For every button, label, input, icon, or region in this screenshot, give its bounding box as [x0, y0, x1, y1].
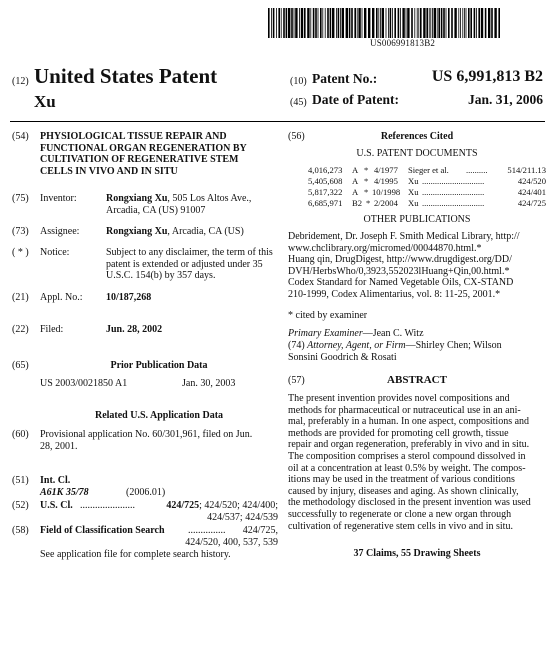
- code-22: (22): [12, 324, 29, 335]
- abstract-line: caused by injury, diseases and aging. As shown clinically,: [288, 485, 519, 497]
- ref-name: Xu: [408, 198, 419, 208]
- barcode-bar: [414, 8, 415, 38]
- barcode-bar: [364, 8, 366, 38]
- abstract-text: [288, 393, 545, 532]
- code-65: (65): [12, 360, 29, 371]
- us-patent-docs-heading: U.S. PATENT DOCUMENTS: [356, 148, 478, 159]
- related-data-heading: Related U.S. Application Data: [94, 410, 224, 421]
- code-45: (45): [290, 97, 307, 108]
- barcode-bar: [386, 8, 387, 38]
- notice-line: U.S.C. 154(b) by 357 days.: [106, 270, 216, 282]
- barcode-bar: [394, 8, 396, 38]
- inventor-name: Rongxiang Xu: [106, 193, 168, 204]
- ref-dots: .............................: [422, 176, 485, 186]
- barcode-bar: [318, 8, 319, 38]
- barcode-bar: [351, 8, 353, 38]
- barcode-bar: [357, 8, 358, 38]
- us-cl-secondary: ; 424/520; 424/400;: [199, 500, 278, 511]
- barcode-bar: [283, 8, 285, 38]
- abstract-line: methods are provided for promoting cell growth, tissue: [288, 427, 509, 439]
- barcode-bar: [485, 8, 487, 38]
- abstract-line: mal, preferably in a human. In one aspect, compositions and: [288, 416, 530, 428]
- abstract-line: cultivation of regenerative stem cells in vivo and in situ.: [288, 520, 513, 532]
- invention-title: [40, 131, 247, 177]
- prior-publication-number: US 2003/0021850 A1: [40, 378, 128, 389]
- barcode-bar: [304, 8, 306, 38]
- us-cl-values: [166, 500, 278, 512]
- cited-by-examiner: * cited by examiner: [288, 310, 368, 321]
- assignee-location: , Arcadia, CA (US): [167, 226, 244, 237]
- prior-publication-heading: Prior Publication Data: [110, 360, 208, 371]
- barcode-bar: [358, 8, 360, 38]
- barcode-bar: [426, 8, 428, 38]
- us-cl-dots: ......................: [80, 500, 135, 511]
- filed-date: Jun. 28, 2002: [106, 324, 163, 335]
- barcode-bar: [462, 8, 463, 38]
- barcode-bar: [478, 8, 480, 38]
- patent-type-title: United States Patent: [34, 64, 218, 88]
- barcode-bar: [342, 8, 344, 38]
- inventor-surname: Xu: [34, 92, 56, 111]
- filed-label: Filed:: [40, 324, 64, 335]
- ref-name: Sieger et al.: [408, 165, 449, 175]
- provisional-line: 28, 2001.: [40, 440, 78, 452]
- barcode-bar: [481, 8, 483, 38]
- date-of-patent: Jan. 31, 2006: [467, 92, 543, 107]
- field-search-value: 424/725,: [242, 525, 278, 536]
- barcode-bar: [354, 8, 356, 38]
- field-search-note: See application file for complete search history.: [40, 549, 231, 560]
- ref-star: *: [364, 176, 369, 186]
- code-notice: ( * ): [12, 247, 29, 258]
- ref-star: *: [364, 165, 369, 175]
- barcode-bar: [313, 8, 315, 38]
- barcode-bar: [466, 8, 467, 38]
- ref-class: 424/401: [517, 187, 546, 197]
- barcode-bar: [325, 8, 326, 38]
- barcode-bar: [400, 8, 401, 38]
- barcode-bar: [402, 8, 404, 38]
- barcode-bar: [423, 8, 425, 38]
- field-search-label: Field of Classification Search: [40, 525, 165, 536]
- barcode-bar: [448, 8, 450, 38]
- attorney-label: Attorney, Agent, or Firm: [307, 340, 406, 351]
- barcode-bar: [281, 8, 282, 38]
- publication-line: www.chclibrary.org/micromed/00044870.html.*: [288, 242, 482, 254]
- ref-date: 10/1998: [372, 187, 401, 197]
- abstract-heading: ABSTRACT: [387, 374, 447, 386]
- barcode-bar: [330, 8, 332, 38]
- assignee-details: [106, 226, 244, 238]
- barcode-bar: [451, 8, 453, 38]
- attorney-names: —Shirley Chen; Wilson: [405, 340, 502, 351]
- ref-class: 424/520: [517, 176, 546, 186]
- code-56: (56): [288, 131, 305, 142]
- ref-date: 2/2004: [374, 198, 398, 208]
- barcode-bar: [338, 8, 340, 38]
- barcode-bar: [454, 8, 456, 38]
- code-58: (58): [12, 525, 29, 536]
- barcode-bar: [291, 8, 293, 38]
- us-cl-label: U.S. Cl.: [40, 500, 73, 511]
- abstract-line: oil at a concentration at least 0.5% by weight. The compos-: [288, 462, 526, 474]
- field-search-line2: 424/520, 400, 537, 539: [185, 537, 278, 548]
- ref-date: 4/1995: [374, 176, 398, 186]
- code-74: (74): [288, 340, 305, 351]
- patent-reference-list: [308, 165, 546, 209]
- code-73: (73): [12, 226, 29, 237]
- us-cl-primary: 424/725: [166, 500, 200, 511]
- barcode-bar: [295, 8, 297, 38]
- ref-star: *: [366, 198, 371, 208]
- barcode-bar: [498, 8, 500, 38]
- appl-no: 10/187,268: [106, 292, 152, 303]
- notice-line: patent is extended or adjusted under 35: [106, 258, 263, 270]
- code-52: (52): [12, 500, 29, 511]
- patent-reference-row: [308, 187, 546, 198]
- notice-line: Subject to any disclaimer, the term of this: [106, 247, 273, 258]
- barcode-bar: [476, 8, 477, 38]
- header-rule: [10, 121, 545, 122]
- ref-dots: ..........: [466, 165, 488, 175]
- patent-reference-row: [308, 176, 546, 187]
- abstract-line: itions may be used in the treatment of various conditions: [288, 474, 515, 486]
- barcode-bar: [437, 8, 438, 38]
- publication-line: DVH/HerbsWho/0,3923,552023lHuang+Qin,00.html.*: [288, 265, 510, 277]
- inventor-details: [106, 193, 251, 216]
- patent-number: US 6,991,813 B2: [431, 68, 543, 85]
- title-line: CULTIVATION OF REGENERATIVE STEM: [40, 154, 239, 166]
- code-10: (10): [290, 76, 307, 87]
- ref-class: 514/211.13: [507, 165, 546, 175]
- abstract-line: The present invention provides novel compositions and: [288, 393, 510, 404]
- ref-kind: B2: [352, 198, 363, 208]
- barcode-bar: [327, 8, 329, 38]
- ref-number: 5,817,322: [308, 187, 343, 197]
- references-heading: References Cited: [380, 131, 454, 142]
- abstract-line: methods for pharmaceutical or nutraceutical use in an ani-: [288, 404, 521, 416]
- int-cl-label: Int. Cl.: [40, 475, 71, 486]
- barcode-bar: [268, 8, 270, 38]
- assignee-name: Rongxiang Xu: [106, 226, 168, 237]
- date-of-patent-label: Date of Patent:: [312, 92, 399, 107]
- barcode-bar: [346, 8, 348, 38]
- barcode-bar: [299, 8, 300, 38]
- barcode-bar: [468, 8, 470, 38]
- barcode-bar: [429, 8, 430, 38]
- code-75: (75): [12, 193, 29, 204]
- barcode-bar: [320, 8, 322, 38]
- barcode-number: US006991813B2: [370, 38, 436, 48]
- ref-date: 4/1977: [374, 165, 398, 175]
- claims-summary: 37 Claims, 55 Drawing Sheets: [353, 548, 481, 559]
- barcode-bar: [382, 8, 384, 38]
- abstract-line: The composition comprises a sterol compound dissolved in: [288, 450, 526, 462]
- barcode-bar: [488, 8, 490, 38]
- ref-number: 5,405,608: [308, 176, 343, 186]
- barcode-bar: [438, 8, 440, 38]
- other-publications: [288, 231, 545, 301]
- inventor-city: Arcadia, CA (US) 91007: [106, 204, 206, 216]
- barcode-bar: [340, 8, 341, 38]
- publication-line: Huang qin, DrugDigest, http://www.drugdigest.org/DD/: [288, 254, 512, 266]
- barcode-bar: [407, 8, 409, 38]
- code-51: (51): [12, 475, 29, 486]
- ref-name: Xu: [408, 176, 419, 186]
- barcode-bar: [322, 8, 323, 38]
- barcode-bar: [349, 8, 351, 38]
- barcode-bar: [315, 8, 317, 38]
- barcode-bar: [491, 8, 493, 38]
- appl-no-label: Appl. No.:: [40, 292, 83, 303]
- ref-kind: A: [352, 176, 359, 186]
- abstract-line: the methodology disclosed in the present invention was used: [288, 497, 531, 509]
- barcode-bar: [307, 8, 309, 38]
- title-line: FUNCTIONAL ORGAN REGENERATION BY: [40, 142, 247, 154]
- code-60: (60): [12, 429, 29, 440]
- notice-text: [106, 247, 273, 282]
- barcode-bar: [446, 8, 447, 38]
- barcode-bar: [432, 8, 433, 38]
- barcode-bar: [411, 8, 413, 38]
- ref-star: *: [364, 187, 369, 197]
- field-search-dots: ...............: [188, 525, 226, 536]
- barcode-bar: [362, 8, 363, 38]
- barcode-bar: [434, 8, 436, 38]
- barcode-bar: [273, 8, 275, 38]
- barcode-bar: [441, 8, 443, 38]
- title-line: CELLS IN VIVO AND IN SITU: [40, 165, 178, 177]
- other-publications-heading: OTHER PUBLICATIONS: [363, 214, 471, 225]
- barcode-bar: [372, 8, 374, 38]
- ref-kind: A: [352, 165, 359, 175]
- barcode-bar: [390, 8, 392, 38]
- provisional-line: Provisional application No. 60/301,961, filed on Jun.: [40, 429, 253, 440]
- barcode-bar: [288, 8, 290, 38]
- barcode-bar: [406, 8, 407, 38]
- barcode-bar: [430, 8, 431, 38]
- code-54: (54): [12, 131, 29, 142]
- assignee-label: Assignee:: [40, 226, 80, 237]
- barcode-bar: [458, 8, 459, 38]
- ref-dots: .............................: [422, 198, 485, 208]
- barcode-bar: [301, 8, 303, 38]
- barcode-bar: [336, 8, 337, 38]
- code-12: (12): [12, 76, 29, 87]
- barcode-bar: [470, 8, 472, 38]
- abstract-line: repair and organ regeneration, preferably in vivo and in situ.: [288, 439, 530, 451]
- ref-number: 4,016,273: [308, 165, 343, 175]
- barcode-bar: [464, 8, 465, 38]
- barcode-bar: [392, 8, 393, 38]
- barcode-bar: [398, 8, 400, 38]
- int-cl-year: (2006.01): [126, 487, 166, 498]
- barcode-bar: [378, 8, 379, 38]
- ref-dots: .............................: [422, 187, 485, 197]
- ref-name: Xu: [408, 187, 419, 197]
- attorney-line: [288, 340, 502, 352]
- primary-examiner: [288, 328, 424, 340]
- patent-reference-row: [308, 165, 546, 176]
- attorney-firm: Sonsini Goodrich & Rosati: [288, 352, 397, 363]
- us-cl-line2: 424/537; 424/539: [207, 512, 278, 523]
- barcode-bar: [271, 8, 272, 38]
- barcode-bar: [294, 8, 295, 38]
- primary-examiner-label: Primary Examiner: [288, 328, 363, 339]
- barcode-bar: [368, 8, 370, 38]
- publication-line: 210-1999, Codex Alimentarius, vol. 8: 11-25, 2001.*: [288, 288, 501, 300]
- patent-reference-row: [308, 198, 546, 209]
- barcode-bar: [388, 8, 389, 38]
- notice-label: Notice:: [40, 247, 70, 258]
- barcode: [268, 8, 500, 38]
- barcode-bar: [418, 8, 419, 38]
- code-21: (21): [12, 292, 29, 303]
- barcode-bar: [460, 8, 461, 38]
- barcode-bar: [310, 8, 311, 38]
- barcode-bar: [417, 8, 418, 38]
- title-line: PHYSIOLOGICAL TISSUE REPAIR AND: [40, 131, 227, 142]
- barcode-bar: [494, 8, 496, 38]
- primary-examiner-name: —Jean C. Witz: [362, 328, 424, 339]
- ref-class: 424/725: [517, 198, 546, 208]
- int-cl-class: A61K 35/78: [40, 487, 89, 498]
- barcode-bar: [420, 8, 422, 38]
- barcode-bar: [278, 8, 280, 38]
- inventor-address: , 505 Los Altos Ave.,: [167, 193, 252, 204]
- inventor-label: Inventor:: [40, 193, 77, 204]
- barcode-bar: [332, 8, 334, 38]
- patent-no-label: Patent No.:: [312, 71, 378, 86]
- barcode-bar: [474, 8, 476, 38]
- barcode-bar: [443, 8, 445, 38]
- barcode-bar: [376, 8, 378, 38]
- ref-kind: A: [352, 187, 359, 197]
- provisional-application: [40, 429, 252, 452]
- code-57: (57): [288, 375, 305, 386]
- publication-line: Codex Standard for Named Vegetable Oils, CX-STAND: [288, 277, 514, 289]
- ref-number: 6,685,971: [308, 198, 343, 208]
- barcode-bar: [276, 8, 277, 38]
- prior-publication-date: Jan. 30, 2003: [182, 378, 236, 389]
- barcode-bar: [286, 8, 288, 38]
- barcode-bar: [380, 8, 381, 38]
- publication-line: Debridement, Dr. Joseph F. Smith Medical Library, http://: [288, 231, 520, 242]
- abstract-line: successfully to regenerate or clone a new organ through: [288, 508, 512, 520]
